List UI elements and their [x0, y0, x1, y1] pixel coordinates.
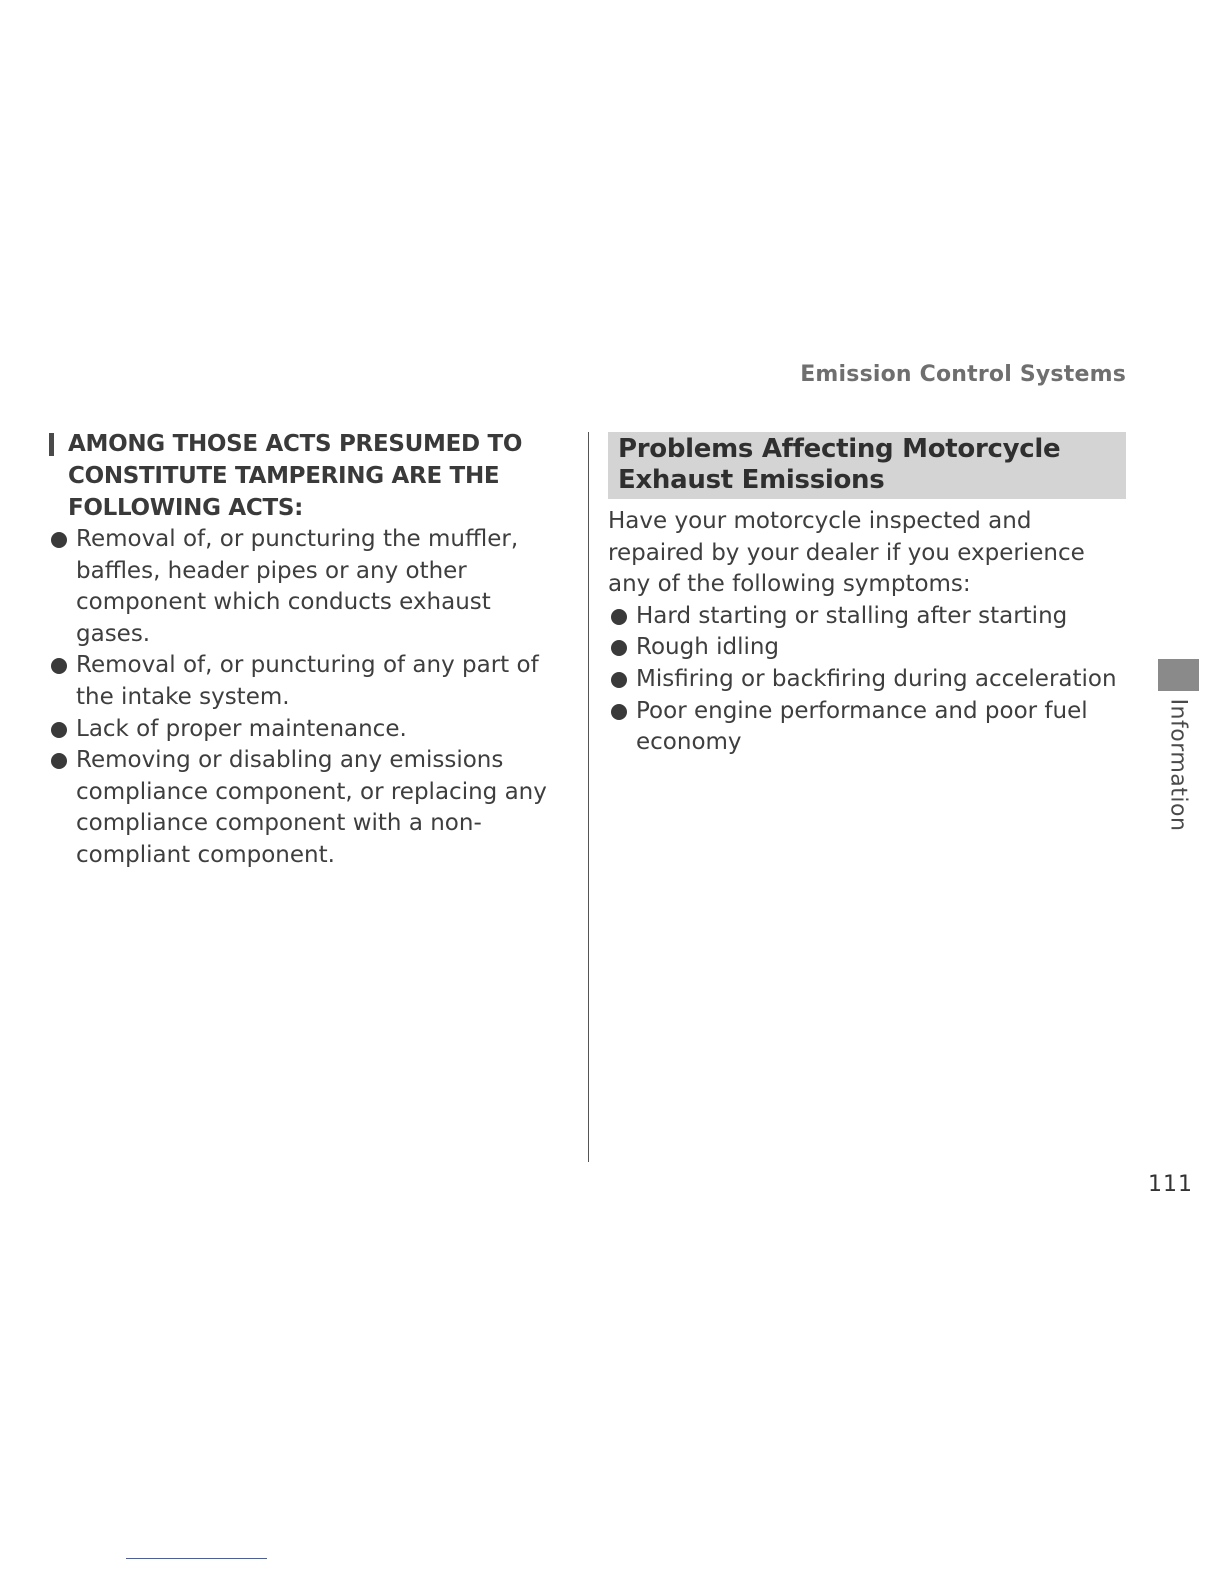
- list-item: [48, 650, 570, 713]
- list-item: [48, 524, 570, 650]
- list-item: [608, 664, 1126, 696]
- list-item: [608, 632, 1126, 664]
- tampering-list: [48, 524, 570, 872]
- heading-marker: [49, 433, 54, 456]
- list-item-text: Poor engine performance and poor fuel economy: [636, 697, 1088, 756]
- list-item-text: Rough idling: [636, 634, 780, 661]
- symptoms-list: [608, 601, 1126, 759]
- bullet-icon: [611, 672, 627, 688]
- section-title: Problems Affecting Motorcycle Exhaust Emissions: [608, 432, 1126, 499]
- chapter-tab-marker: [1158, 659, 1199, 691]
- bullet-icon: [51, 722, 67, 738]
- list-item-text: Hard starting or stalling after starting: [636, 602, 1068, 629]
- bullet-icon: [611, 704, 627, 720]
- column-divider: [588, 432, 589, 1162]
- page-header: Emission Control Systems: [800, 362, 1126, 387]
- list-item: [48, 745, 570, 871]
- list-item-text: Removal of, or puncturing of any part of the intake system.: [76, 652, 539, 710]
- list-item-text: Removal of, or puncturing the muffler, baffles, header pipes or any other component which conducts exhaust gases.: [76, 526, 519, 647]
- bullet-icon: [51, 532, 67, 548]
- bullet-icon: [611, 640, 627, 656]
- tampering-heading: [48, 428, 570, 524]
- tampering-heading-text: AMONG THOSE ACTS PRESUMED TO CONSTITUTE TAMPERING ARE THE FOLLOWING ACTS:: [68, 431, 523, 521]
- intro-paragraph: Have your motorcycle inspected and repaired by your dealer if you experience any of the following symptoms:: [608, 508, 1085, 598]
- bullet-icon: [51, 658, 67, 674]
- right-column: [608, 432, 1126, 759]
- footer-rule: [126, 1558, 267, 1559]
- list-item: [608, 601, 1126, 633]
- list-item-text: Removing or disabling any emissions compliance component, or replacing any compliance component with a non-compliant component.: [76, 747, 547, 868]
- list-item: [608, 696, 1126, 759]
- page-number: 111: [1148, 1172, 1193, 1197]
- bullet-icon: [611, 609, 627, 625]
- left-column: [48, 428, 570, 872]
- list-item: [48, 714, 570, 746]
- bullet-icon: [51, 753, 67, 769]
- list-item-text: Lack of proper maintenance.: [76, 715, 407, 742]
- list-item-text: Misfiring or backfiring during acceleration: [636, 665, 1117, 692]
- chapter-tab-label: Information: [1165, 698, 1191, 832]
